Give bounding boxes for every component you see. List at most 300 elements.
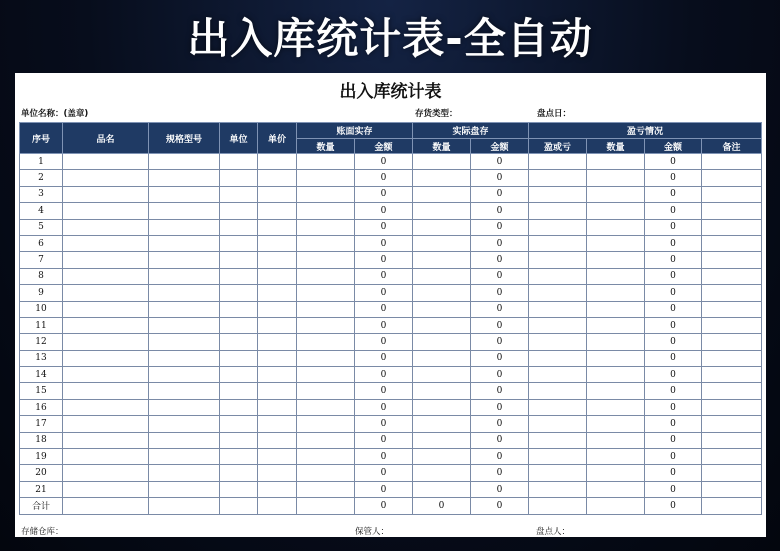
cell-price[interactable] [258,481,297,497]
cell-unit[interactable] [220,465,258,481]
cell-diff-type[interactable] [529,416,587,432]
cell-actual-qty[interactable] [413,285,471,301]
cell-spec[interactable] [149,186,220,202]
cell-diff-type[interactable] [529,285,587,301]
cell-spec[interactable] [149,334,220,350]
cell-seq[interactable]: 7 [20,252,63,268]
cell-diff-amount[interactable]: 0 [645,367,702,383]
cell-book-amount[interactable]: 0 [355,154,413,170]
cell-unit[interactable] [220,432,258,448]
cell-spec[interactable] [149,203,220,219]
cell-diff-type[interactable] [529,432,587,448]
cell-diff-amount[interactable]: 0 [645,203,702,219]
cell-diff-qty[interactable] [587,383,645,399]
cell-seq[interactable]: 17 [20,416,63,432]
cell-unit[interactable] [220,399,258,415]
cell-seq[interactable]: 6 [20,235,63,251]
cell-actual-amount[interactable]: 0 [471,268,529,284]
cell-unit[interactable] [220,170,258,186]
cell-diff-qty[interactable] [587,301,645,317]
cell-spec[interactable] [149,170,220,186]
cell-diff-type[interactable] [529,301,587,317]
cell-diff-amount[interactable]: 0 [645,383,702,399]
cell-unit[interactable] [220,416,258,432]
cell-actual-qty[interactable] [413,449,471,465]
cell-book-qty[interactable] [297,235,355,251]
cell-diff-amount[interactable]: 0 [645,268,702,284]
cell-diff-type[interactable] [529,383,587,399]
cell-price[interactable] [258,465,297,481]
cell-diff-amount[interactable]: 0 [645,350,702,366]
cell-remark[interactable] [702,334,762,350]
cell-seq[interactable]: 16 [20,399,63,415]
cell-remark[interactable] [702,317,762,333]
cell-diff-type[interactable] [529,465,587,481]
cell-diff-qty[interactable] [587,449,645,465]
cell-diff-qty[interactable] [587,399,645,415]
cell-diff-amount[interactable]: 0 [645,399,702,415]
cell-diff-type[interactable] [529,399,587,415]
cell-remark[interactable] [702,154,762,170]
header-remark: 备注 [702,139,762,154]
cell-diff-qty[interactable] [587,186,645,202]
cell-diff-amount[interactable]: 0 [645,416,702,432]
total-cell-actual-qty[interactable]: 0 [413,498,471,514]
cell-price[interactable] [258,432,297,448]
cell-spec[interactable] [149,481,220,497]
cell-price[interactable] [258,235,297,251]
cell-remark[interactable] [702,399,762,415]
cell-remark[interactable] [702,416,762,432]
cell-actual-amount[interactable]: 0 [471,367,529,383]
cell-diff-type[interactable] [529,170,587,186]
table-row [20,219,762,235]
cell-unit[interactable] [220,219,258,235]
cell-remark[interactable] [702,235,762,251]
cell-diff-qty[interactable] [587,317,645,333]
header-actual-amount: 金额 [471,139,529,154]
cell-actual-qty[interactable] [413,170,471,186]
total-cell-name[interactable] [63,498,149,514]
cell-book-qty[interactable] [297,465,355,481]
cell-actual-amount[interactable]: 0 [471,399,529,415]
cell-actual-amount[interactable]: 0 [471,465,529,481]
cell-book-amount[interactable]: 0 [355,285,413,301]
cell-unit[interactable] [220,449,258,465]
cell-actual-amount[interactable]: 0 [471,449,529,465]
cell-remark[interactable] [702,383,762,399]
total-cell-actual-amount[interactable]: 0 [471,498,529,514]
cell-spec[interactable] [149,432,220,448]
total-cell-spec[interactable] [149,498,220,514]
cell-price[interactable] [258,449,297,465]
cell-spec[interactable] [149,383,220,399]
cell-unit[interactable] [220,203,258,219]
cell-actual-amount[interactable]: 0 [471,235,529,251]
cell-actual-qty[interactable] [413,350,471,366]
cell-diff-type[interactable] [529,317,587,333]
cell-book-amount[interactable]: 0 [355,219,413,235]
cell-actual-amount[interactable]: 0 [471,154,529,170]
cell-price[interactable] [258,170,297,186]
cell-spec[interactable] [149,367,220,383]
cell-spec[interactable] [149,350,220,366]
cell-name[interactable] [63,449,149,465]
cell-actual-qty[interactable] [413,154,471,170]
cell-spec[interactable] [149,449,220,465]
cell-diff-qty[interactable] [587,252,645,268]
cell-book-qty[interactable] [297,383,355,399]
cell-actual-qty[interactable] [413,481,471,497]
cell-book-qty[interactable] [297,186,355,202]
cell-name[interactable] [63,285,149,301]
cell-book-amount[interactable]: 0 [355,235,413,251]
cell-price[interactable] [258,317,297,333]
cell-diff-type[interactable] [529,449,587,465]
cell-actual-qty[interactable] [413,367,471,383]
cell-seq[interactable]: 20 [20,465,63,481]
cell-book-amount[interactable]: 0 [355,449,413,465]
cell-diff-qty[interactable] [587,481,645,497]
total-cell-book-amount[interactable]: 0 [355,498,413,514]
cell-price[interactable] [258,285,297,301]
cell-diff-type[interactable] [529,252,587,268]
total-cell-diff-type[interactable] [529,498,587,514]
cell-remark[interactable] [702,252,762,268]
cell-price[interactable] [258,154,297,170]
cell-name[interactable] [63,252,149,268]
cell-unit[interactable] [220,317,258,333]
cell-diff-amount[interactable]: 0 [645,465,702,481]
cell-name[interactable] [63,399,149,415]
cell-unit[interactable] [220,285,258,301]
cell-diff-type[interactable] [529,334,587,350]
cell-book-amount[interactable]: 0 [355,465,413,481]
cell-actual-qty[interactable] [413,416,471,432]
cell-spec[interactable] [149,252,220,268]
cell-seq[interactable]: 19 [20,449,63,465]
cell-actual-amount[interactable]: 0 [471,317,529,333]
cell-seq[interactable]: 11 [20,317,63,333]
cell-remark[interactable] [702,219,762,235]
cell-book-amount[interactable]: 0 [355,268,413,284]
cell-book-qty[interactable] [297,416,355,432]
cell-name[interactable] [63,334,149,350]
cell-unit[interactable] [220,186,258,202]
cell-remark[interactable] [702,285,762,301]
cell-diff-qty[interactable] [587,416,645,432]
cell-remark[interactable] [702,301,762,317]
cell-seq[interactable]: 4 [20,203,63,219]
cell-book-amount[interactable]: 0 [355,399,413,415]
cell-book-amount[interactable]: 0 [355,170,413,186]
cell-actual-amount[interactable]: 0 [471,383,529,399]
cell-book-qty[interactable] [297,367,355,383]
cell-spec[interactable] [149,317,220,333]
cell-diff-amount[interactable]: 0 [645,432,702,448]
total-cell-book-qty[interactable] [297,498,355,514]
cell-name[interactable] [63,301,149,317]
cell-price[interactable] [258,399,297,415]
cell-price[interactable] [258,186,297,202]
cell-diff-qty[interactable] [587,367,645,383]
cell-diff-amount[interactable]: 0 [645,219,702,235]
cell-price[interactable] [258,367,297,383]
cell-remark[interactable] [702,268,762,284]
cell-diff-type[interactable] [529,367,587,383]
cell-actual-amount[interactable]: 0 [471,481,529,497]
cell-diff-qty[interactable] [587,268,645,284]
cell-book-amount[interactable]: 0 [355,481,413,497]
cell-name[interactable] [63,317,149,333]
cell-book-amount[interactable]: 0 [355,301,413,317]
cell-book-amount[interactable]: 0 [355,350,413,366]
cell-book-amount[interactable]: 0 [355,317,413,333]
cell-book-qty[interactable] [297,203,355,219]
table-body [20,154,762,515]
cell-diff-qty[interactable] [587,154,645,170]
cell-diff-qty[interactable] [587,432,645,448]
cell-diff-qty[interactable] [587,235,645,251]
cell-book-amount[interactable]: 0 [355,252,413,268]
header-actual-qty: 数量 [413,139,471,154]
cell-book-qty[interactable] [297,350,355,366]
cell-name[interactable] [63,235,149,251]
cell-seq[interactable]: 18 [20,432,63,448]
cell-name[interactable] [63,432,149,448]
cell-diff-amount[interactable]: 0 [645,186,702,202]
cell-actual-amount[interactable]: 0 [471,334,529,350]
cell-diff-type[interactable] [529,186,587,202]
cell-unit[interactable] [220,301,258,317]
cell-diff-type[interactable] [529,154,587,170]
cell-diff-type[interactable] [529,268,587,284]
cell-spec[interactable] [149,416,220,432]
keeper-label: 保管人： [355,527,390,537]
total-row [20,498,762,514]
cell-diff-amount[interactable]: 0 [645,334,702,350]
cell-remark[interactable] [702,465,762,481]
cell-diff-amount[interactable]: 0 [645,449,702,465]
header-unit: 单位 [220,123,258,154]
cell-seq[interactable]: 21 [20,481,63,497]
cell-actual-amount[interactable]: 0 [471,219,529,235]
cell-seq[interactable]: 8 [20,268,63,284]
cell-remark[interactable] [702,449,762,465]
cell-book-amount[interactable]: 0 [355,367,413,383]
table-row [20,317,762,333]
cell-name[interactable] [63,203,149,219]
cell-unit[interactable] [220,235,258,251]
cell-spec[interactable] [149,154,220,170]
cell-spec[interactable] [149,399,220,415]
cell-actual-qty[interactable] [413,268,471,284]
cell-diff-amount[interactable]: 0 [645,317,702,333]
cell-actual-amount[interactable]: 0 [471,285,529,301]
header-diff-amount: 金额 [645,139,702,154]
total-cell-remark[interactable] [702,498,762,514]
cell-unit[interactable] [220,481,258,497]
total-cell-diff-amount[interactable]: 0 [645,498,702,514]
cell-actual-qty[interactable] [413,186,471,202]
table-header [20,123,762,154]
cell-book-qty[interactable] [297,481,355,497]
cell-name[interactable] [63,350,149,366]
cell-book-qty[interactable] [297,219,355,235]
cell-diff-qty[interactable] [587,465,645,481]
cell-actual-amount[interactable]: 0 [471,432,529,448]
cell-book-qty[interactable] [297,317,355,333]
header-book-amount: 金额 [355,139,413,154]
cell-name[interactable] [63,481,149,497]
cell-actual-qty[interactable] [413,399,471,415]
cell-actual-qty[interactable] [413,432,471,448]
cell-diff-type[interactable] [529,235,587,251]
cell-seq[interactable]: 12 [20,334,63,350]
cell-book-qty[interactable] [297,252,355,268]
cell-name[interactable] [63,154,149,170]
cell-unit[interactable] [220,367,258,383]
cell-diff-amount[interactable]: 0 [645,481,702,497]
cell-diff-qty[interactable] [587,350,645,366]
cell-book-qty[interactable] [297,301,355,317]
cell-diff-type[interactable] [529,203,587,219]
total-cell-price[interactable] [258,498,297,514]
cell-diff-qty[interactable] [587,219,645,235]
cell-remark[interactable] [702,481,762,497]
cell-unit[interactable] [220,268,258,284]
cell-diff-amount[interactable]: 0 [645,235,702,251]
cell-unit[interactable] [220,252,258,268]
cell-actual-qty[interactable] [413,383,471,399]
cell-name[interactable] [63,465,149,481]
cell-book-qty[interactable] [297,285,355,301]
cell-name[interactable] [63,170,149,186]
cell-book-qty[interactable] [297,170,355,186]
cell-name[interactable] [63,186,149,202]
cell-book-amount[interactable]: 0 [355,383,413,399]
total-cell-diff-qty[interactable] [587,498,645,514]
cell-name[interactable] [63,367,149,383]
cell-actual-amount[interactable]: 0 [471,416,529,432]
cell-name[interactable] [63,383,149,399]
cell-unit[interactable] [220,383,258,399]
cell-remark[interactable] [702,170,762,186]
cell-actual-qty[interactable] [413,465,471,481]
cell-actual-qty[interactable] [413,334,471,350]
cell-seq[interactable]: 3 [20,186,63,202]
cell-diff-qty[interactable] [587,170,645,186]
cell-diff-qty[interactable] [587,203,645,219]
total-cell-seq[interactable]: 合计 [20,498,63,514]
cell-seq[interactable]: 9 [20,285,63,301]
cell-actual-amount[interactable]: 0 [471,350,529,366]
cell-book-qty[interactable] [297,432,355,448]
cell-actual-qty[interactable] [413,235,471,251]
cell-diff-qty[interactable] [587,334,645,350]
cell-remark[interactable] [702,186,762,202]
cell-price[interactable] [258,219,297,235]
cell-book-amount[interactable]: 0 [355,432,413,448]
cell-spec[interactable] [149,465,220,481]
cell-seq[interactable]: 10 [20,301,63,317]
cell-remark[interactable] [702,203,762,219]
spreadsheet-sheet [15,73,766,537]
cell-spec[interactable] [149,301,220,317]
cell-actual-qty[interactable] [413,203,471,219]
cell-price[interactable] [258,334,297,350]
cell-seq[interactable]: 5 [20,219,63,235]
cell-remark[interactable] [702,367,762,383]
cell-actual-amount[interactable]: 0 [471,203,529,219]
cell-diff-type[interactable] [529,481,587,497]
cell-spec[interactable] [149,268,220,284]
cell-unit[interactable] [220,154,258,170]
cell-seq[interactable]: 15 [20,383,63,399]
cell-book-amount[interactable]: 0 [355,334,413,350]
cell-price[interactable] [258,416,297,432]
cell-book-amount[interactable]: 0 [355,186,413,202]
total-cell-unit[interactable] [220,498,258,514]
cell-seq[interactable]: 14 [20,367,63,383]
cell-seq[interactable]: 2 [20,170,63,186]
cell-unit[interactable] [220,334,258,350]
cell-spec[interactable] [149,235,220,251]
cell-seq[interactable]: 13 [20,350,63,366]
cell-price[interactable] [258,350,297,366]
cell-book-qty[interactable] [297,399,355,415]
cell-actual-amount[interactable]: 0 [471,301,529,317]
cell-price[interactable] [258,268,297,284]
cell-diff-amount[interactable]: 0 [645,301,702,317]
cell-remark[interactable] [702,350,762,366]
cell-actual-qty[interactable] [413,301,471,317]
cell-price[interactable] [258,383,297,399]
cell-diff-amount[interactable]: 0 [645,154,702,170]
cell-spec[interactable] [149,285,220,301]
cell-diff-amount[interactable]: 0 [645,285,702,301]
cell-actual-qty[interactable] [413,317,471,333]
cell-price[interactable] [258,203,297,219]
cell-book-amount[interactable]: 0 [355,203,413,219]
cell-book-qty[interactable] [297,154,355,170]
cell-actual-amount[interactable]: 0 [471,170,529,186]
cell-price[interactable] [258,252,297,268]
cell-actual-qty[interactable] [413,219,471,235]
cell-name[interactable] [63,219,149,235]
cell-price[interactable] [258,301,297,317]
cell-diff-type[interactable] [529,350,587,366]
cell-unit[interactable] [220,350,258,366]
cell-remark[interactable] [702,432,762,448]
cell-book-qty[interactable] [297,268,355,284]
cell-actual-amount[interactable]: 0 [471,186,529,202]
cell-name[interactable] [63,416,149,432]
cell-spec[interactable] [149,219,220,235]
cell-actual-amount[interactable]: 0 [471,252,529,268]
cell-book-amount[interactable]: 0 [355,416,413,432]
cell-diff-qty[interactable] [587,285,645,301]
warehouse-label: 存储仓库： [21,527,64,537]
cell-book-qty[interactable] [297,334,355,350]
cell-diff-amount[interactable]: 0 [645,252,702,268]
cell-name[interactable] [63,268,149,284]
cell-diff-type[interactable] [529,219,587,235]
cell-book-qty[interactable] [297,449,355,465]
cell-diff-amount[interactable]: 0 [645,170,702,186]
cell-actual-qty[interactable] [413,252,471,268]
cell-seq[interactable]: 1 [20,154,63,170]
